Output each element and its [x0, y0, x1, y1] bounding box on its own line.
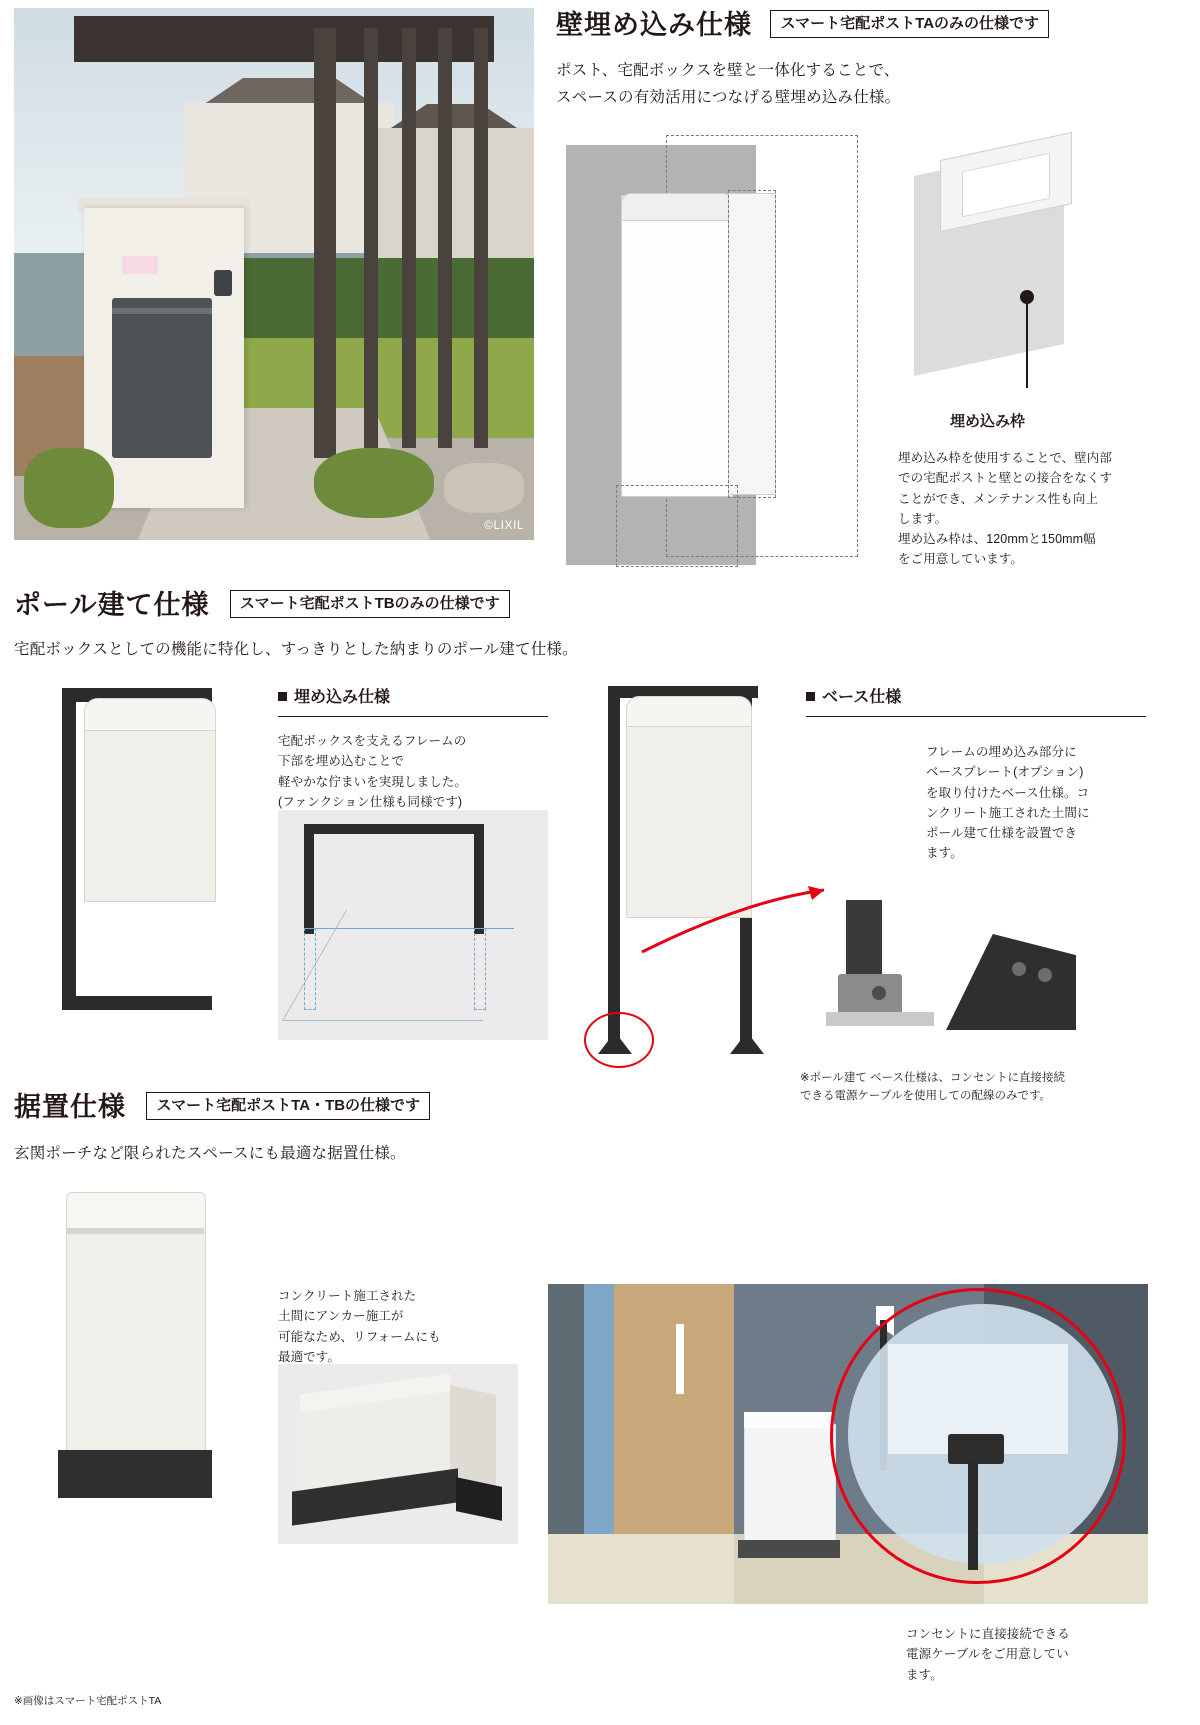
photo-pergola-post-4	[438, 28, 452, 448]
freestanding-note-line-3: 可能なため、リフォームにも	[278, 1329, 441, 1344]
outlet-note-line-1: コンセントに直接接続できる	[906, 1627, 1070, 1641]
freestanding-image-caption: ※画像はスマート宅配ポストTA	[14, 1695, 162, 1707]
pole-base-subsection	[806, 690, 1146, 717]
post-lid	[621, 193, 733, 221]
photo-stone	[444, 463, 524, 513]
pole-base-note-line-6: ます。	[926, 846, 963, 861]
photo-delivery-post	[112, 298, 212, 458]
hero-photo	[14, 8, 534, 540]
pole-embed-frame-bottom	[62, 996, 212, 1010]
scene-post-base	[738, 1540, 840, 1558]
pole-base-note-line-1: フレームの埋め込み部分に	[926, 745, 1077, 759]
pole-base-product	[580, 686, 800, 1056]
freestanding-note-line-1: コンクリート施工された	[278, 1289, 417, 1303]
section-wall-embed-badge: スマート宅配ポストTAのみの仕様です	[770, 10, 1049, 38]
pole-base-subsection-heading-text: ベース仕様	[822, 689, 902, 706]
freestanding-note	[278, 1286, 518, 1367]
wall-embed-note-line-5: 埋め込み枠は、120mmと150mm幅	[898, 532, 1096, 546]
freestanding-note-line-2: 土間にアンカー施工が	[278, 1309, 404, 1324]
pole-embed-detail-panel	[278, 810, 548, 1040]
base-plate-bolt	[872, 986, 886, 1000]
pole-base-note-line-2: ベースプレート(オプション)	[926, 765, 1084, 780]
pole-base-subsection-rule	[806, 716, 1146, 717]
pole-base-footnote-line-2: できる電源ケーブルを使用しての配線のみです。	[800, 1089, 1052, 1102]
entrance-scene-illustration	[548, 1284, 1148, 1604]
wall-embed-note	[898, 448, 1148, 570]
base-cover-hole-2	[1038, 968, 1052, 982]
freestanding-base	[58, 1450, 212, 1498]
photo-plant-center	[314, 448, 434, 518]
post-body	[621, 195, 733, 497]
pole-embed-box-body	[84, 730, 216, 902]
base-plate-bracket	[838, 974, 902, 1016]
pole-embed-product	[40, 688, 260, 1038]
pole-embed-subsection-heading	[278, 690, 548, 706]
photo-credit: ©LIXIL	[484, 518, 524, 532]
pole-base-callout-arrow	[636, 880, 836, 960]
pole-base-note-line-3: を取り付けたベース仕様。コ	[926, 785, 1090, 800]
photo-pergola-post-1	[314, 28, 336, 458]
section-freestanding-badge: スマート宅配ポストTA・TBの仕様です	[146, 1092, 430, 1120]
scene-post-body	[744, 1424, 836, 1546]
wall-embed-note-line-1: 埋め込み枠を使用することで、壁内部	[898, 451, 1112, 465]
pole-base-note-line-4: ンクリート施工された土間に	[926, 805, 1090, 820]
photo-name-plate	[122, 256, 158, 274]
base-plate-plate	[826, 1012, 934, 1026]
section-wall-embed-lead-line-2: スペースの有効活用につなげる壁埋め込み仕様。	[556, 89, 901, 107]
wall-embed-note-line-3: ことができ、メンテナンス性も向上	[898, 491, 1099, 506]
pole-base-highlight-ring	[584, 1012, 654, 1068]
embed-frame-iso-diagram	[900, 140, 1130, 400]
section-pole-badge: スマート宅配ポストTBのみの仕様です	[230, 590, 510, 618]
square-bullet-icon	[278, 692, 287, 701]
pole-embed-note-line-2: 下部を埋め込むことで	[278, 754, 405, 769]
freestanding-product	[56, 1192, 256, 1502]
photo-plant-left	[24, 448, 114, 528]
detail-frame-top	[304, 824, 484, 834]
section-freestanding-header	[14, 1092, 430, 1121]
freestanding-detail-panel	[278, 1364, 518, 1544]
section-wall-embed-lead	[556, 57, 900, 111]
pole-embed-subsection-note	[278, 731, 548, 812]
freestanding-body	[66, 1233, 206, 1455]
photo-intercom	[214, 270, 232, 296]
section-wall-embed-title: 壁埋め込み仕様	[556, 10, 752, 40]
base-cover-hole-1	[1012, 962, 1026, 976]
pole-base-note-line-5: ポール建て仕様を設置でき	[926, 826, 1077, 840]
section-freestanding-title: 据置仕様	[14, 1092, 126, 1122]
section-pole-lead-line-1: 宅配ボックスとしての機能に特化し、すっきりとした納まりのポール建て仕様。	[14, 641, 578, 658]
pole-embed-note-line-3: 軽やかな佇まいを実現しました。	[278, 774, 468, 789]
scene-door	[614, 1284, 734, 1534]
section-freestanding-lead-line-1: 玄関ポーチなど限られたスペースにも最適な据置仕様。	[14, 1145, 406, 1162]
wall-embed-note-line-4: します。	[898, 511, 948, 526]
photo-pergola-beam	[74, 16, 494, 62]
pole-embed-note-line-1: 宅配ボックスを支えるフレームの	[278, 734, 467, 748]
pole-base-subsection-note	[926, 742, 1156, 864]
embed-frame-label: 埋め込み枠	[950, 413, 1026, 430]
photo-delivery-post-slot	[112, 308, 212, 314]
wall-embed-diagram	[556, 135, 876, 575]
pole-embed-note-line-4: (ファンクション仕様も同様です)	[278, 794, 463, 809]
scene-post-lid	[744, 1412, 834, 1428]
section-pole-title: ポール建て仕様	[14, 590, 210, 620]
pole-embed-frame-left	[62, 688, 76, 1010]
pole-base-frame-left	[608, 686, 620, 1046]
section-pole-header	[14, 590, 510, 619]
photo-pergola-post-3	[402, 28, 416, 448]
pole-base-footnote	[800, 1070, 1160, 1106]
square-bullet-icon-2	[806, 692, 815, 701]
wall-embed-note-line-6: をご用意しています。	[898, 552, 1024, 567]
base-cover-body	[946, 934, 1076, 1030]
photo-pergola-post-2	[364, 28, 378, 448]
base-plate-photo-1	[826, 900, 946, 1060]
section-freestanding-lead	[14, 1140, 406, 1167]
zoom-cable	[968, 1460, 978, 1570]
section-wall-embed-header	[556, 10, 1049, 39]
outlet-note-line-3: ます。	[906, 1667, 943, 1682]
embed-frame-callout-line	[1026, 300, 1028, 388]
outlet-note	[906, 1624, 1166, 1685]
section-pole-lead	[14, 636, 578, 663]
pole-base-footnote-line-1: ※ポール建て ベース仕様は、コンセントに直接接続	[800, 1072, 1066, 1084]
pole-base-plate-right	[730, 1032, 764, 1054]
photo-pergola-post-5	[474, 28, 488, 448]
pole-embed-subsection-rule	[278, 716, 548, 717]
pole-base-subsection-heading	[806, 690, 1146, 706]
wall-embed-base-ghost	[616, 485, 738, 567]
detail-frame-left	[304, 824, 314, 934]
post-embed-frame-outline	[728, 190, 776, 498]
section-wall-embed-lead-line-1: ポスト、宅配ボックスを壁と一体化することで、	[556, 62, 900, 79]
photo-house-b	[374, 128, 534, 258]
pole-embed-subsection	[278, 690, 548, 812]
scene-glass-panel	[584, 1284, 614, 1534]
pole-embed-subsection-heading-text: 埋め込み仕様	[294, 689, 391, 706]
outlet-note-line-2: 電源ケーブルをご用意してい	[906, 1647, 1069, 1662]
scene-door-handle	[676, 1324, 684, 1394]
freestanding-note-line-4: 最適です。	[278, 1349, 341, 1364]
base-plate-photo-2	[946, 910, 1086, 1050]
detail-ground-plane	[282, 910, 547, 1021]
wall-embed-note-line-2: での宅配ポストと壁との接合をなくす	[898, 471, 1113, 486]
